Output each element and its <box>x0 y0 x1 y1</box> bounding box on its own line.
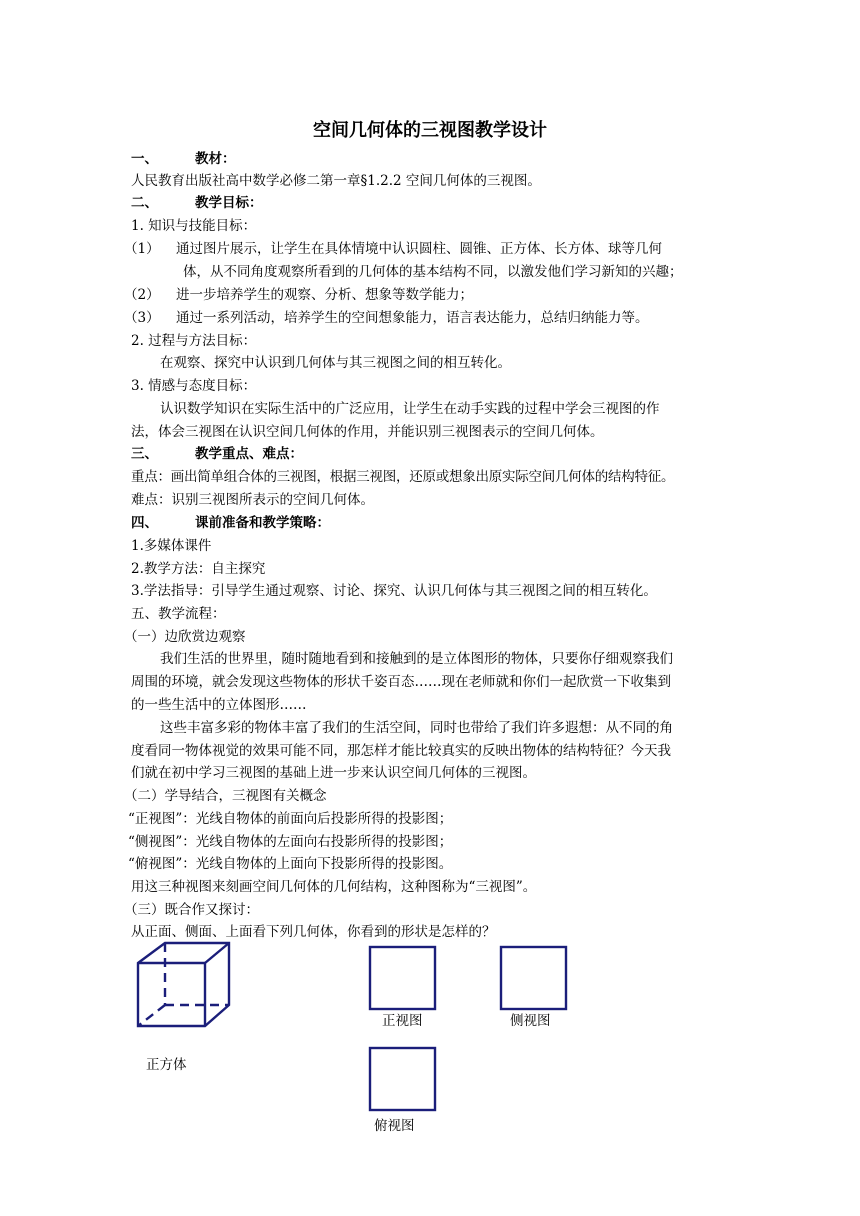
prep-item-2: 2.教学方法：自主探究 <box>131 561 266 577</box>
prep-item-1: 1.多媒体课件 <box>131 538 212 554</box>
textbook-line: 人民教育出版社高中数学必修二第一章§1.2.2 空间几何体的三视图。 <box>131 173 541 189</box>
goal-1-label: 1. 知识与技能目标： <box>131 218 257 234</box>
section-number: 三、 <box>131 446 158 462</box>
cube-front-edges <box>138 963 205 1026</box>
side-view-definition: “侧视图”：光线自物体的左面向右投影所得的投影图； <box>128 834 453 850</box>
goal-1-item-2 <box>124 284 473 306</box>
goal-1-item-3 <box>124 307 649 329</box>
goal-2-label: 2. 过程与方法目标： <box>131 333 257 349</box>
part-1-p2-line-2: 度看同一物体视觉的效果可能不同，那怎样才能比较真实的反映出物体的结构特征？今天我 <box>131 743 671 759</box>
cube-figure <box>132 940 242 1035</box>
item-text: 进一步培养学生的观察、分析、想象等数学能力； <box>176 287 473 303</box>
goal-1-item-1 <box>124 238 662 260</box>
goal-1-item-1-cont: 体，从不同角度观察所看到的几何体的基本结构不同，以激发他们学习新知的兴趣； <box>183 264 683 280</box>
item-number: （1） <box>124 241 160 257</box>
prep-item-3: 3.学法指导：引导学生通过观察、讨论、探究、认识几何体与其三视图之间的相互转化。 <box>131 583 657 599</box>
section-number: 二、 <box>131 195 158 211</box>
goal-2-text: 在观察、探究中认识到几何体与其三视图之间的相互转化。 <box>160 355 511 371</box>
part-1-heading: （一）边欣赏边观察 <box>124 629 246 645</box>
item-text: 通过一系列活动，培养学生的空间想象能力，语言表达能力，总结归纳能力等。 <box>176 310 649 326</box>
item-number: （2） <box>124 287 160 303</box>
part-1-p1-line-2: 周围的环境，就会发现这些物体的形状千姿百态……现在老师就和你们一起欣赏一下收集到 <box>131 674 671 690</box>
section-number: 四、 <box>131 515 158 531</box>
side-view-label: 侧视图 <box>510 1013 551 1029</box>
section-1-heading <box>131 148 236 170</box>
part-1-p1-line-1: 我们生活的世界里，随时随地看到和接触到的是立体图形的物体，只要你仔细观察我们 <box>160 651 673 667</box>
section-2-heading <box>131 192 263 214</box>
section-title: 教学目标： <box>195 195 263 211</box>
section-title: 教材： <box>195 151 236 167</box>
top-view-label: 俯视图 <box>374 1118 415 1134</box>
item-number: （3） <box>124 310 160 326</box>
front-view-square <box>368 945 438 1011</box>
page-title: 空间几何体的三视图教学设计 <box>313 120 547 141</box>
front-view-definition: “正视图”：光线自物体的前面向后投影所得的投影图； <box>128 811 453 827</box>
difficulty-line: 难点：识别三视图所表示的空间几何体。 <box>131 492 374 508</box>
section-5-heading: 五、教学流程： <box>131 606 226 622</box>
top-view-square <box>368 1046 438 1112</box>
part-3-question: 从正面、侧面、上面看下列几何体，你看到的形状是怎样的？ <box>131 924 496 940</box>
top-view-definition: “俯视图”：光线自物体的上面向下投影所得的投影图。 <box>128 856 453 872</box>
cube-label: 正方体 <box>146 1057 187 1073</box>
goal-3-label: 3. 情感与态度目标： <box>131 378 257 394</box>
three-views-definition: 用这三种视图来刻画空间几何体的几何结构，这种图称为“三视图”。 <box>131 879 537 895</box>
item-text: 通过图片展示，让学生在具体情境中认识圆柱、圆锥、正方体、长方体、球等几何 <box>176 241 662 257</box>
part-2-heading: （二）学导结合，三视图有关概念 <box>124 788 327 804</box>
section-number: 一、 <box>131 151 158 167</box>
front-view-label: 正视图 <box>382 1013 423 1029</box>
part-3-heading: （三）既合作又探讨： <box>124 902 259 918</box>
section-title: 教学重点、难点： <box>195 446 303 462</box>
cube-top-edge <box>205 943 229 963</box>
goal-3-text-cont: 法，体会三视图在认识空间几何体的作用，并能识别三视图表示的空间几何体。 <box>131 424 604 440</box>
section-title: 课前准备和教学策略： <box>195 515 330 531</box>
section-4-heading <box>131 512 330 534</box>
section-3-heading <box>131 443 303 465</box>
focus-line: 重点：画出简单组合体的三视图，根据三视图，还原或想象出原实际空间几何体的结构特征。 <box>131 469 675 485</box>
part-1-p2-line-3: 们就在初中学习三视图的基础上进一步来认识空间几何体的三视图。 <box>131 765 536 781</box>
side-view-square <box>499 945 569 1011</box>
part-1-p2-line-1: 这些丰富多彩的物体丰富了我们的生活空间，同时也带给了我们许多遐想：从不同的角 <box>160 720 673 736</box>
part-1-p1-line-3: 的一些生活中的立体图形…… <box>131 697 307 713</box>
goal-3-text: 认识数学知识在实际生活中的广泛应用，让学生在动手实践的过程中学会三视图的作 <box>160 401 660 417</box>
